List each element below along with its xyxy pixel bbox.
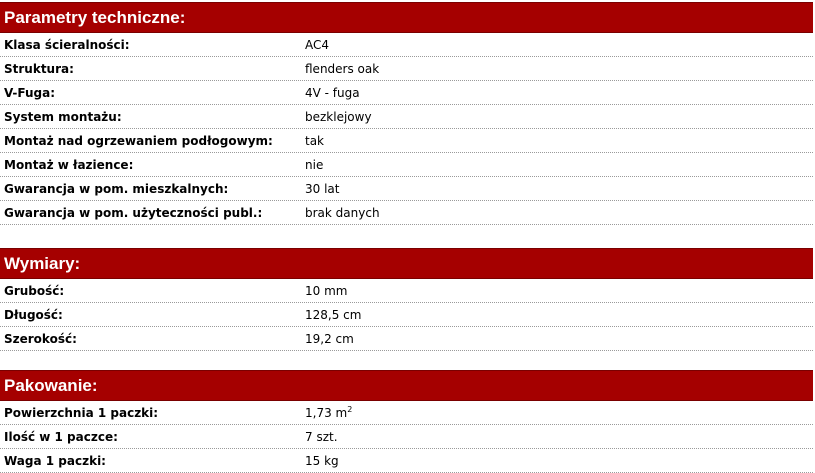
row-label: Długość: [4,308,63,322]
table-row [0,57,813,81]
row-label: Klasa ścieralności: [4,38,130,52]
row-label: Gwarancja w pom. użyteczności publ.: [4,206,263,220]
table-row [0,177,813,201]
table-row [0,449,813,473]
table-row [0,105,813,129]
table-row [0,425,813,449]
table-row [0,129,813,153]
row-value: AC4 [305,38,330,52]
row-value: 10 mm [305,284,348,298]
table-row [0,201,813,225]
row-label: Montaż nad ogrzewaniem podłogowym: [4,134,273,148]
row-value [305,401,352,425]
row-label: Szerokość: [4,332,77,346]
table-row [0,81,813,105]
row-label: Gwarancja w pom. mieszkalnych: [4,182,229,196]
section-dimensions [0,248,813,351]
row-value: tak [305,134,325,148]
row-value: 15 kg [305,454,339,468]
row-label: Waga 1 paczki: [4,454,106,468]
section-header: Parametry techniczne: [0,2,813,33]
table-row [0,279,813,303]
unit-superscript: 2 [347,405,353,414]
row-label: System montażu: [4,110,122,124]
row-value: nie [305,158,324,172]
row-label: V-Fuga: [4,86,56,100]
row-value: 128,5 cm [305,308,362,322]
row-value: bezklejowy [305,110,372,124]
row-value: 30 lat [305,182,340,196]
row-value: brak danych [305,206,380,220]
table-row [0,401,813,425]
table-row [0,327,813,351]
row-label: Struktura: [4,62,74,76]
section-packaging [0,370,813,473]
table-row [0,153,813,177]
row-value: 19,2 cm [305,332,354,346]
row-value: 7 szt. [305,430,338,444]
row-value: 4V - fuga [305,86,360,100]
row-label: Ilość w 1 paczce: [4,430,118,444]
value-text: 1,73 m [305,406,348,420]
row-value: flenders oak [305,62,380,76]
row-label: Montaż w łazience: [4,158,134,172]
table-row [0,303,813,327]
section-header: Wymiary: [0,248,813,279]
row-label: Powierzchnia 1 paczki: [4,406,159,420]
row-label: Grubość: [4,284,65,298]
section-header: Pakowanie: [0,370,813,401]
table-row [0,33,813,57]
section-technical-parameters [0,2,813,225]
